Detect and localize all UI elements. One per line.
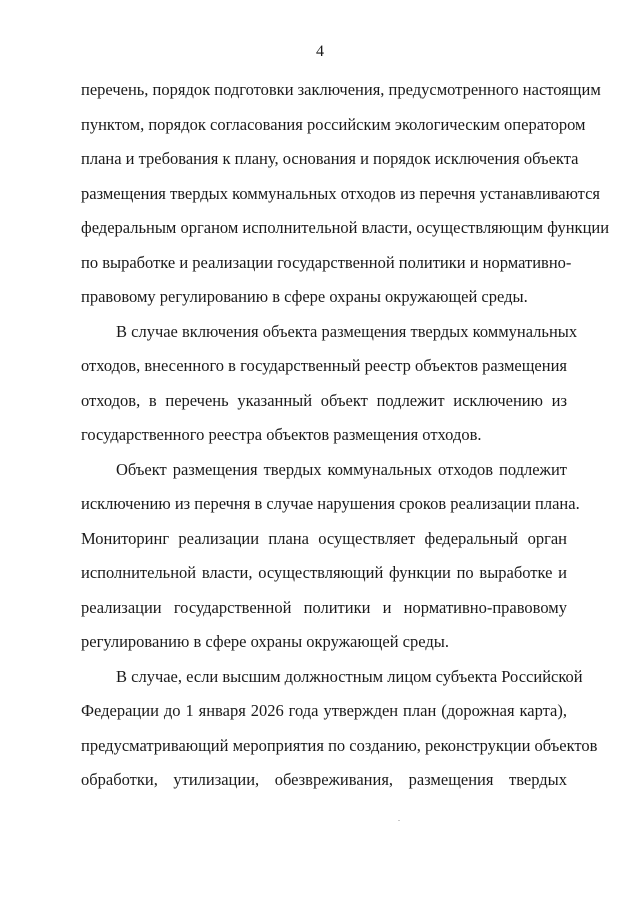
text-line: регулированию в сфере охраны окружающей среды. [81,632,449,651]
paragraph-4 [81,666,598,805]
text-line: Мониторинг реализации плана осуществляет федеральный орган [81,528,567,548]
text-line: исключению из перечня в случае нарушения сроков реализации плана. [81,494,580,513]
page-number: 4 [316,43,324,60]
text-line: плана и требования к плану, основания и порядок исключения объекта [81,149,579,168]
text-line: реализации государственной политики и нормативно-правовому [81,597,567,617]
text-line: Федерации до 1 января 2026 года утвержден план (дорожная карта), [81,701,567,720]
text-line: государственного реестра объектов размещения отходов. [81,425,482,444]
text-line: исполнительной власти, осуществляющий функции по выработке и [81,563,567,582]
paragraph-3 [81,459,580,667]
text-line: перечень, порядок подготовки заключения, предусмотренного настоящим [81,80,601,99]
text-line: правовому регулированию в сфере охраны окружающей среды. [81,287,528,306]
text-line: отходов, внесенного в государственный реестр объектов размещения [81,356,568,375]
text-line: В случае, если высшим должностным лицом субъекта Российской [116,666,583,686]
text-line: обработки, утилизации, обезвреживания, размещения твердых [81,770,567,789]
text-line: отходов, в перечень указанный объект подлежит исключению из [81,390,567,410]
paragraph-1 [81,80,610,322]
text-line: федеральным органом исполнительной власти, осуществляющим функции [81,218,610,237]
text-line: Объект размещения твердых коммунальных отходов подлежит [116,459,567,479]
document-body [81,80,610,805]
text-line: пунктом, порядок согласования российским экологическим оператором [81,114,586,134]
text-line: В случае включения объекта размещения твердых коммунальных [116,321,578,341]
text-line: предусматривающий мероприятия по созданию, реконструкции объектов [81,735,598,755]
paragraph-2 [81,321,578,460]
text-line: размещения твердых коммунальных отходов из перечня устанавливаются [81,183,601,203]
scan-speck [398,820,400,821]
text-line: по выработке и реализации государственной политики и нормативно- [81,252,572,272]
